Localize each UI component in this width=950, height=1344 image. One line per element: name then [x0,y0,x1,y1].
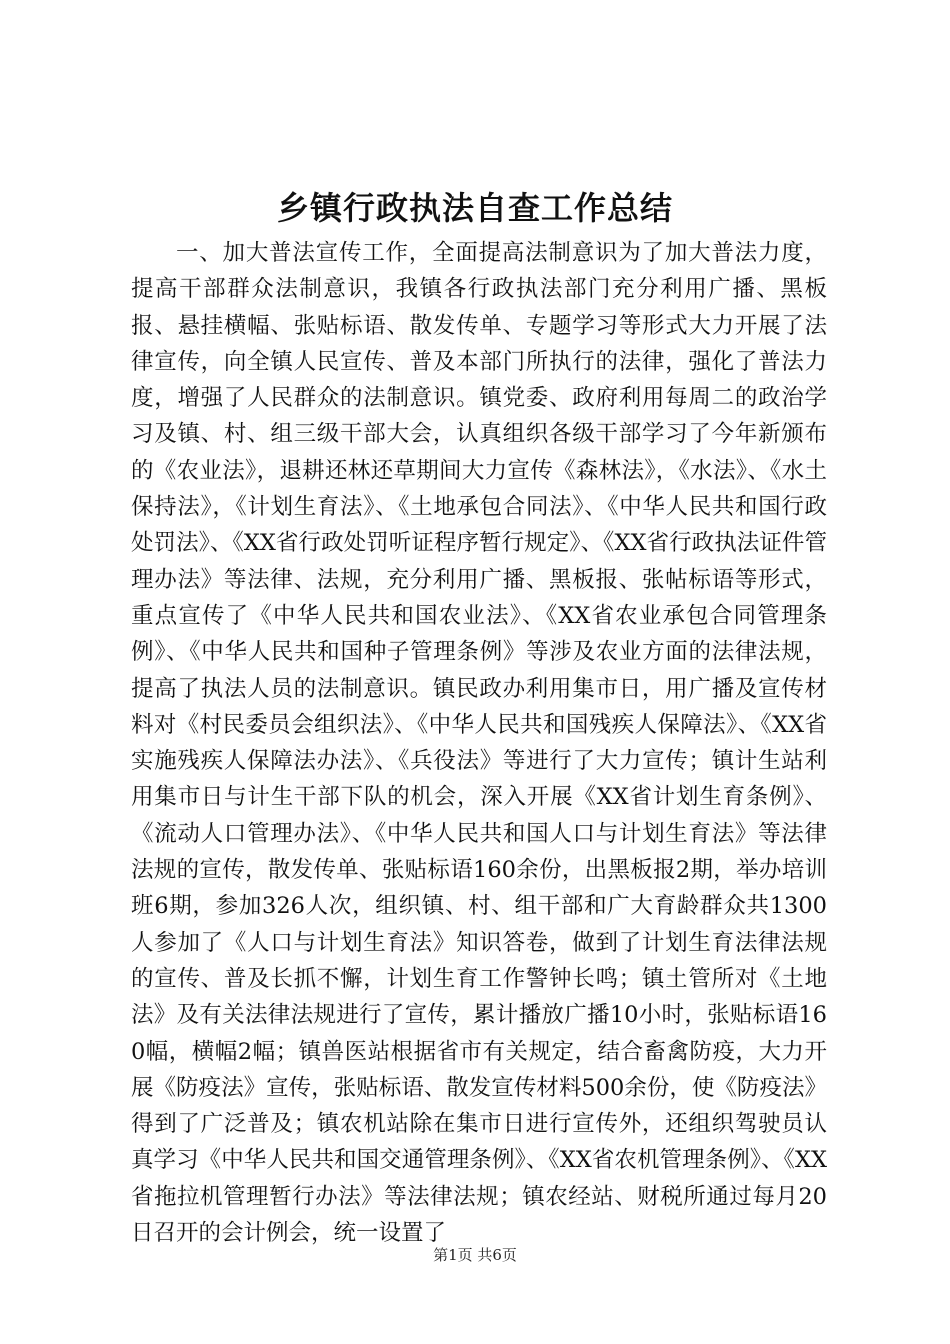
page-footer: 第1页 共6页 [433,1246,517,1264]
document-title: 乡镇行政执法自查工作总结 [276,189,673,227]
body-paragraph: 一、加大普法宣传工作，全面提高法制意识为了加大普法力度，提高干部群众法制意识，我镇各行政执法部门充分利用广播、黑板报、悬挂横幅、张贴标语、散发传单、专题学习等形式大力开展了法律宣传，向全镇人民宣传、普及本部门所执行的法律，强化了普法力度，增强了人民群众的法制意识。镇党委、政府利用每周二的政治学习及镇、村、组三级干部大会，认真组织各级干部学习了今年新颁布的《农业法》，退耕还林还草期间大力宣传《森林法》，《水法》、《水土保持法》，《计划生育法》、《土地承包合同法》、《中华人民共和国行政处罚法》、《XX省行政处罚听证程序暂行规定》、《XX省行政执法证件管理办法》等法律、法规，充分利用广播、黑板报、张帖标语等形式，重点宣传了《中华人民共和国农业法》、《XX省农业承包合同管理条例》、《中华人民共和国种子管理条例》等涉及农业方面的法律法规，提高了执法人员的法制意识。镇民政办利用集市日，用广播及宣传材料对《村民委员会组织法》、《中华人民共和国残疾人保障法》、《XX省实施残疾人保障法办法》、《兵役法》等进行了大力宣传；镇计生站利用集市日与计生干部下队的机会，深入开展《XX省计划生育条例》、《流动人口管理办法》、《中华人民共和国人口与计划生育法》等法律法规的宣传，散发传单、张贴标语160余份，出黑板报2期，举办培训班6期，参加326人次，组织镇、村、组干部和广大育龄群众共1300人参加了《人口与计划生育法》知识答卷，做到了计划生育法律法规的宣传、普及长抓不懈，计划生育工作警钟长鸣；镇土管所对《土地法》及有关法律法规进行了宣传，累计播放广播10小时，张贴标语160幅，横幅2幅；镇兽医站根据省市有关规定，结合畜禽防疫，大力开展《防疫法》宣传，张贴标语、散发宣传材料500余份，使《防疫法》得到了广泛普及；镇农机站除在集市日进行宣传外，还组织驾驶员认真学习《中华人民共和国交通管理条例》、《XX省农机管理条例》、《XX省拖拉机管理暂行办法》等法律法规；镇农经站、财税所通过每月20日召开的会计例会，统一设置了 [131,240,827,1247]
